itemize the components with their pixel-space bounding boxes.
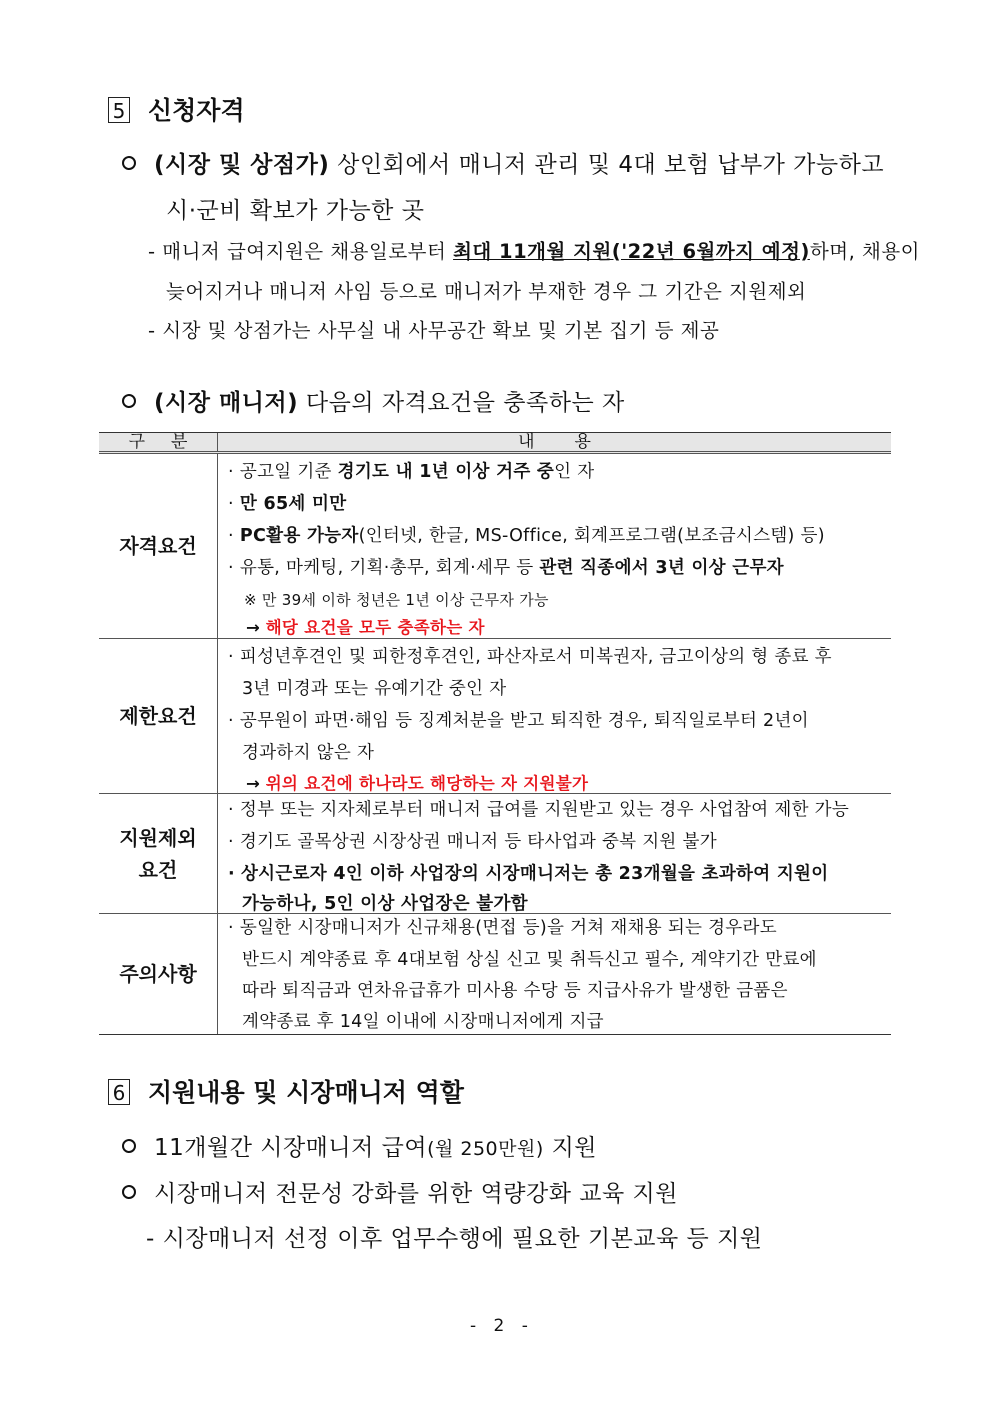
sub-text: 하며, 채용이: [809, 240, 920, 263]
circle-bullet-icon: [122, 156, 136, 170]
exclude-line-1: [228, 796, 849, 821]
exclude-line-2: [228, 828, 717, 853]
exclude-line-3: [228, 860, 828, 885]
limit-arrow-line: [246, 770, 588, 794]
middle-dot-icon: ·: [228, 558, 234, 578]
arrow-icon: →: [246, 774, 261, 793]
bullet-salary: [122, 1129, 597, 1162]
qual-line-1: [228, 458, 594, 483]
row-label: [99, 914, 217, 1034]
text: 동일한 시장매니저가 신규채용(면접 등)을 거쳐 재채용 되는 경우라도: [239, 918, 777, 938]
middle-dot-icon: ·: [228, 800, 234, 820]
row-label-text: 제한요건: [119, 704, 197, 728]
qual-line-4: [228, 554, 784, 579]
section-6-number: 6: [108, 1079, 130, 1105]
page-number: - 2 -: [470, 1316, 534, 1336]
text: 공무원이 파면·해임 등 징계처분을 받고 퇴직한 경우, 퇴직일로부터 2년이: [239, 711, 809, 731]
row-label-text: 요건: [138, 857, 178, 882]
row-label: [99, 454, 217, 638]
row-body: [217, 639, 891, 793]
limit-line-1b: 3년 미경과 또는 유예기간 중인 자: [242, 679, 507, 699]
qual-line-2: [228, 490, 346, 515]
qual-note: ※ 만 39세 이하 청년은 1년 이상 근무자 가능: [244, 591, 549, 609]
limit-line-1: [228, 643, 832, 668]
bullet-heading: (시장 및 상점가): [154, 152, 330, 178]
middle-dot-icon: ·: [228, 494, 234, 514]
section-5-number: 5: [108, 97, 130, 123]
bold-text: 만 65세 미만: [239, 494, 347, 514]
qual-line-3: [228, 522, 825, 547]
caution-line-4: 계약종료 후 14일 이내에 시장매니저에게 지급: [242, 1012, 604, 1032]
caution-line-1: [228, 914, 777, 939]
circle-bullet-icon: [122, 1185, 136, 1199]
middle-dot-icon: ·: [228, 462, 234, 482]
table-row-qualification: [99, 454, 891, 639]
qualification-table: [99, 432, 891, 1035]
sub-emphasis: 최대 11개월 지원('22년 6월까지 예정): [453, 240, 810, 263]
middle-dot-icon: ·: [228, 918, 234, 938]
bullet-small-text: (월 250만원): [427, 1138, 544, 1160]
bullet-text: 지원: [543, 1135, 598, 1161]
text: 인 자: [554, 462, 595, 482]
row-label-text: 주의사항: [119, 962, 197, 986]
bold-text: 상시근로자 4인 이하 사업장의 시장매니저는 총 23개월을 초과하여 지원이: [240, 864, 829, 884]
qual-arrow-line: [246, 614, 485, 638]
text: (인터넷, 한글, MS-Office, 회계프로그램(보조금시스템) 등): [358, 526, 825, 546]
bold-text: 경기도 내 1년 이상 거주 중: [337, 462, 555, 482]
header-category: 구분: [128, 432, 214, 452]
sub-item-salary-support: [148, 236, 920, 264]
row-body: [217, 794, 891, 913]
text: 경기도 골목상권 시장상권 매니저 등 타사업과 중복 지원 불가: [239, 832, 717, 852]
middle-dot-icon: ·: [228, 832, 234, 852]
row-label: [99, 794, 217, 913]
middle-dot-icon: ·: [228, 864, 235, 884]
bullet-training: [122, 1175, 678, 1208]
text: 피성년후견인 및 피한정후견인, 파산자로서 미복권자, 금고이상의 형 종료 후: [239, 647, 832, 667]
bullet-text: 11개월간 시장매니저 급여: [154, 1135, 428, 1161]
row-label-text: 지원제외: [119, 825, 197, 850]
exclude-line-3b: 가능하나, 5인 이상 사업장은 불가함: [242, 894, 528, 914]
table-row-restriction: [99, 639, 891, 794]
row-body: [217, 454, 891, 638]
bold-text: PC활용 가능자: [239, 526, 359, 546]
middle-dot-icon: ·: [228, 526, 234, 546]
text: 정부 또는 지자체로부터 매니저 급여를 지원받고 있는 경우 사업참여 제한 가능: [239, 800, 850, 820]
row-body: [217, 914, 891, 1034]
bullet-text: 다음의 자격요건을 충족하는 자: [298, 390, 625, 416]
table-header: [99, 432, 891, 454]
row-label: [99, 639, 217, 793]
circle-bullet-icon: [122, 1139, 136, 1153]
bullet-heading: (시장 매니저): [154, 390, 299, 416]
limit-line-2b: 경과하지 않은 자: [242, 743, 375, 763]
bold-text: 관련 직종에서 3년 이상 근무자: [539, 558, 784, 578]
table-row-caution: [99, 914, 891, 1035]
arrow-icon: →: [246, 618, 261, 637]
header-content: 내용: [217, 433, 891, 451]
middle-dot-icon: ·: [228, 711, 234, 731]
section-6-heading: [108, 1073, 464, 1109]
bullet-continuation: 시·군비 확보가 가능한 곳: [166, 198, 425, 224]
section-5-heading: [108, 91, 245, 127]
section-5-title: 신청자격: [148, 96, 245, 125]
caution-line-3: 따라 퇴직금과 연차유급휴가 미사용 수당 등 지급사유가 발생한 금품은: [242, 981, 788, 1001]
circle-bullet-icon: [122, 394, 136, 408]
text: 공고일 기준: [239, 462, 338, 482]
sub-text: - 매니저 급여지원은 채용일로부터: [148, 240, 454, 263]
sub-item-basic-training: - 시장매니저 선정 이후 업무수행에 필요한 기본교육 등 지원: [146, 1226, 763, 1252]
red-emphasis: 해당 요건을 모두 충족하는 자: [265, 618, 485, 637]
middle-dot-icon: ·: [228, 647, 234, 667]
limit-line-2: [228, 707, 809, 732]
red-emphasis: 위의 요건에 하나라도 해당하는 자 지원불가: [265, 774, 589, 793]
sub-item-continuation: 늦어지거나 매니저 사임 등으로 매니저가 부재한 경우 그 기간은 지원제외: [166, 280, 807, 303]
table-row-exclusion: [99, 794, 891, 914]
bullet-market-qualification: [122, 146, 884, 179]
text: 유통, 마케팅, 기획·총무, 회계·세무 등: [239, 558, 540, 578]
caution-line-2: 반드시 계약종료 후 4대보험 상실 신고 및 취득신고 필수, 계약기간 만료에: [242, 950, 817, 970]
bullet-text: 시장매니저 전문성 강화를 위한 역량강화 교육 지원: [154, 1181, 678, 1207]
section-6-title: 지원내용 및 시장매니저 역할: [148, 1078, 464, 1107]
bullet-manager-qualification: [122, 384, 625, 417]
row-label-text: 자격요건: [119, 534, 197, 558]
bullet-text: 상인회에서 매니저 관리 및 4대 보험 납부가 가능하고: [329, 152, 885, 178]
sub-item-office-space: - 시장 및 상점가는 사무실 내 사무공간 확보 및 기본 집기 등 제공: [148, 319, 720, 342]
